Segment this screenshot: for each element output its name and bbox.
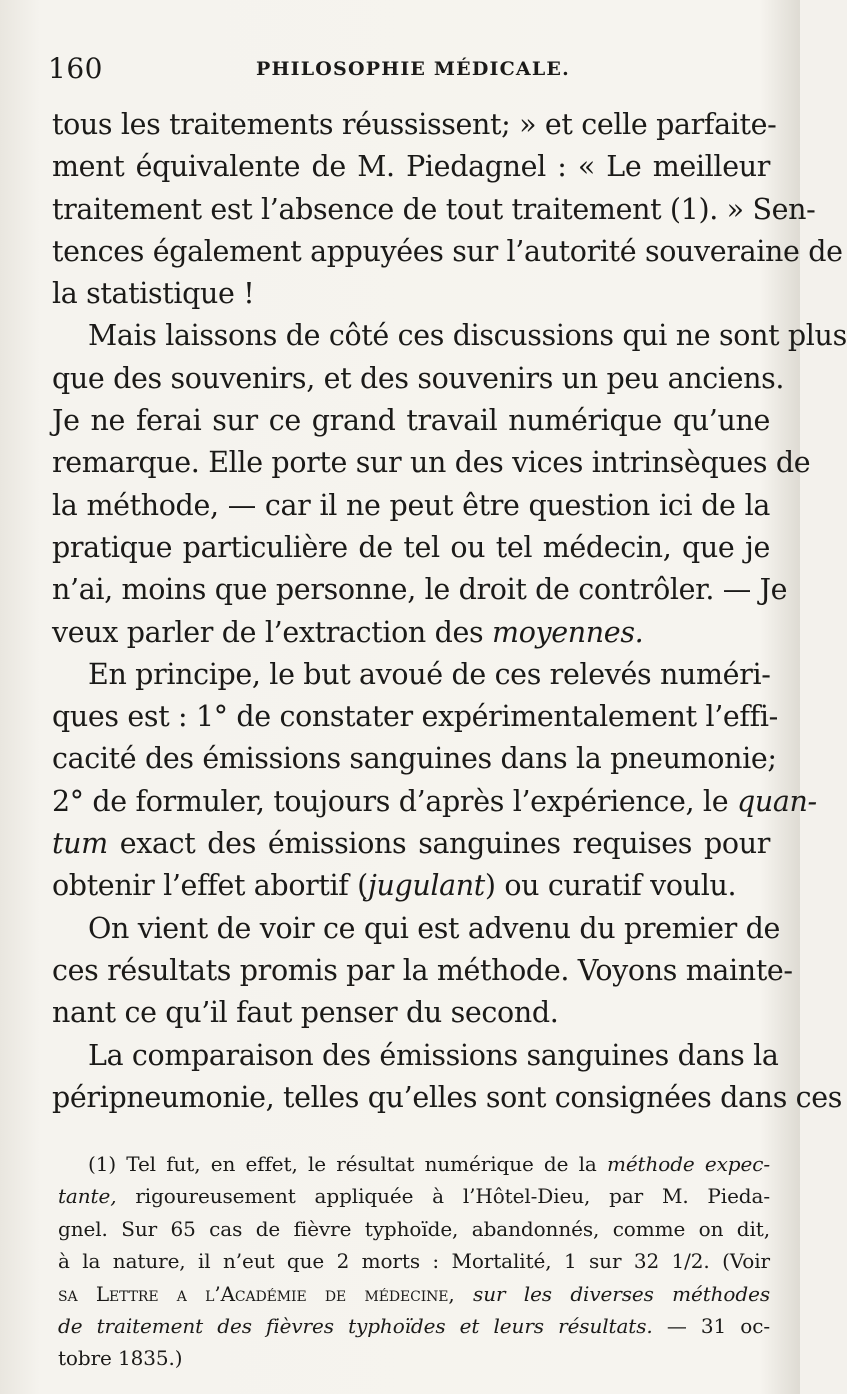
text-line: Mais laissons de côté ces discussions qui ne sont plus: [88, 319, 847, 353]
text-line: [52, 865, 770, 907]
italic-term: moyennes.: [492, 615, 644, 649]
text-line: remarque. Elle porte sur un des vices intrinsèques de: [52, 446, 811, 480]
text-line: pratique particulière de tel ou tel médecin, que je: [52, 530, 770, 564]
text-line: ment équivalente de M. Piedagnel : « Le meilleur: [52, 150, 770, 184]
text-span: ) ou curatif voulu.: [484, 869, 737, 903]
text-line: [52, 823, 770, 865]
italic-term: tante,: [58, 1184, 117, 1209]
text-span: — 31 oc-: [666, 1313, 770, 1338]
text-line: nant ce qu’il faut penser du second.: [52, 996, 559, 1030]
text-line: tences également appuyées sur l’autorité souveraine de: [52, 234, 843, 268]
footnote-line: [58, 1278, 770, 1310]
text-line: ces résultats promis par la méthode. Voyons mainte-: [52, 953, 793, 987]
footnote-line: tobre 1835.): [58, 1346, 183, 1371]
text-span: exact des émissions sanguines requises pour: [119, 827, 770, 861]
text-line: péripneumonie, telles qu’elles sont consignées dans ces: [52, 1080, 843, 1114]
text-line: la statistique !: [52, 277, 255, 311]
text-line: Je ne ferai sur ce grand travail numérique qu’une: [52, 404, 770, 438]
text-line: n’ai, moins que personne, le droit de contrôler. — Je: [52, 573, 788, 607]
footnote-line: gnel. Sur 65 cas de fièvre typhoïde, abandonnés, comme on dit,: [58, 1216, 770, 1241]
text-span: (1) Tel fut, en effet, le résultat numérique de la: [88, 1152, 597, 1176]
text-line: la méthode, — car il ne peut être question ici de la: [52, 488, 770, 522]
text-line: La comparaison des émissions sanguines dans la: [88, 1038, 779, 1072]
footnote-line: [58, 1148, 770, 1180]
text-line: tous les traitements réussissent; » et celle parfaite-: [52, 108, 777, 141]
text-span: obtenir l’effet abortif (: [52, 869, 368, 903]
text-span: sa Lettre a l’Académie de médecine,: [58, 1281, 455, 1306]
footnote: [58, 1148, 770, 1375]
italic-term: méthode expec-: [606, 1152, 770, 1176]
page-header: [48, 48, 768, 88]
text-line: En principe, le but avoué de ces relevés numéri-: [88, 657, 771, 691]
text-line: [52, 781, 817, 823]
italic-term: de traitement des fièvres typhoïdes et leurs résultats.: [58, 1313, 653, 1338]
italic-term: jugulant: [367, 869, 485, 903]
footnote-line: [58, 1180, 770, 1212]
page-number: 160: [48, 52, 103, 85]
main-text: [52, 104, 847, 1119]
text-span: rigoureusement appliquée à l’Hôtel-Dieu, par M. Pieda-: [135, 1184, 770, 1209]
text-line: On vient de voir ce qui est advenu du premier de: [88, 911, 780, 945]
text-line: traitement est l’absence de tout traitement (1). » Sen-: [52, 192, 816, 226]
text-line: [52, 612, 770, 654]
italic-term: sur les diverses méthodes: [473, 1281, 770, 1306]
italic-term: quan-: [736, 784, 817, 818]
running-title: PHILOSOPHIE MÉDICALE.: [256, 58, 570, 80]
text-line: cacité des émissions sanguines dans la pneumonie;: [52, 742, 777, 776]
footnote-line: à la nature, il n’eut que 2 morts : Mortalité, 1 sur 32 1/2. (Voir: [58, 1249, 770, 1274]
text-line: ques est : 1° de constater expérimentalement l’effi-: [52, 700, 778, 734]
italic-term: tum: [52, 827, 108, 861]
text-line: que des souvenirs, et des souvenirs un peu anciens.: [52, 361, 785, 395]
text-span: veux parler de l’extraction des: [52, 615, 484, 649]
text-span: 2° de formuler, toujours d’après l’expérience, le: [52, 784, 729, 818]
footnote-line: [58, 1310, 770, 1342]
